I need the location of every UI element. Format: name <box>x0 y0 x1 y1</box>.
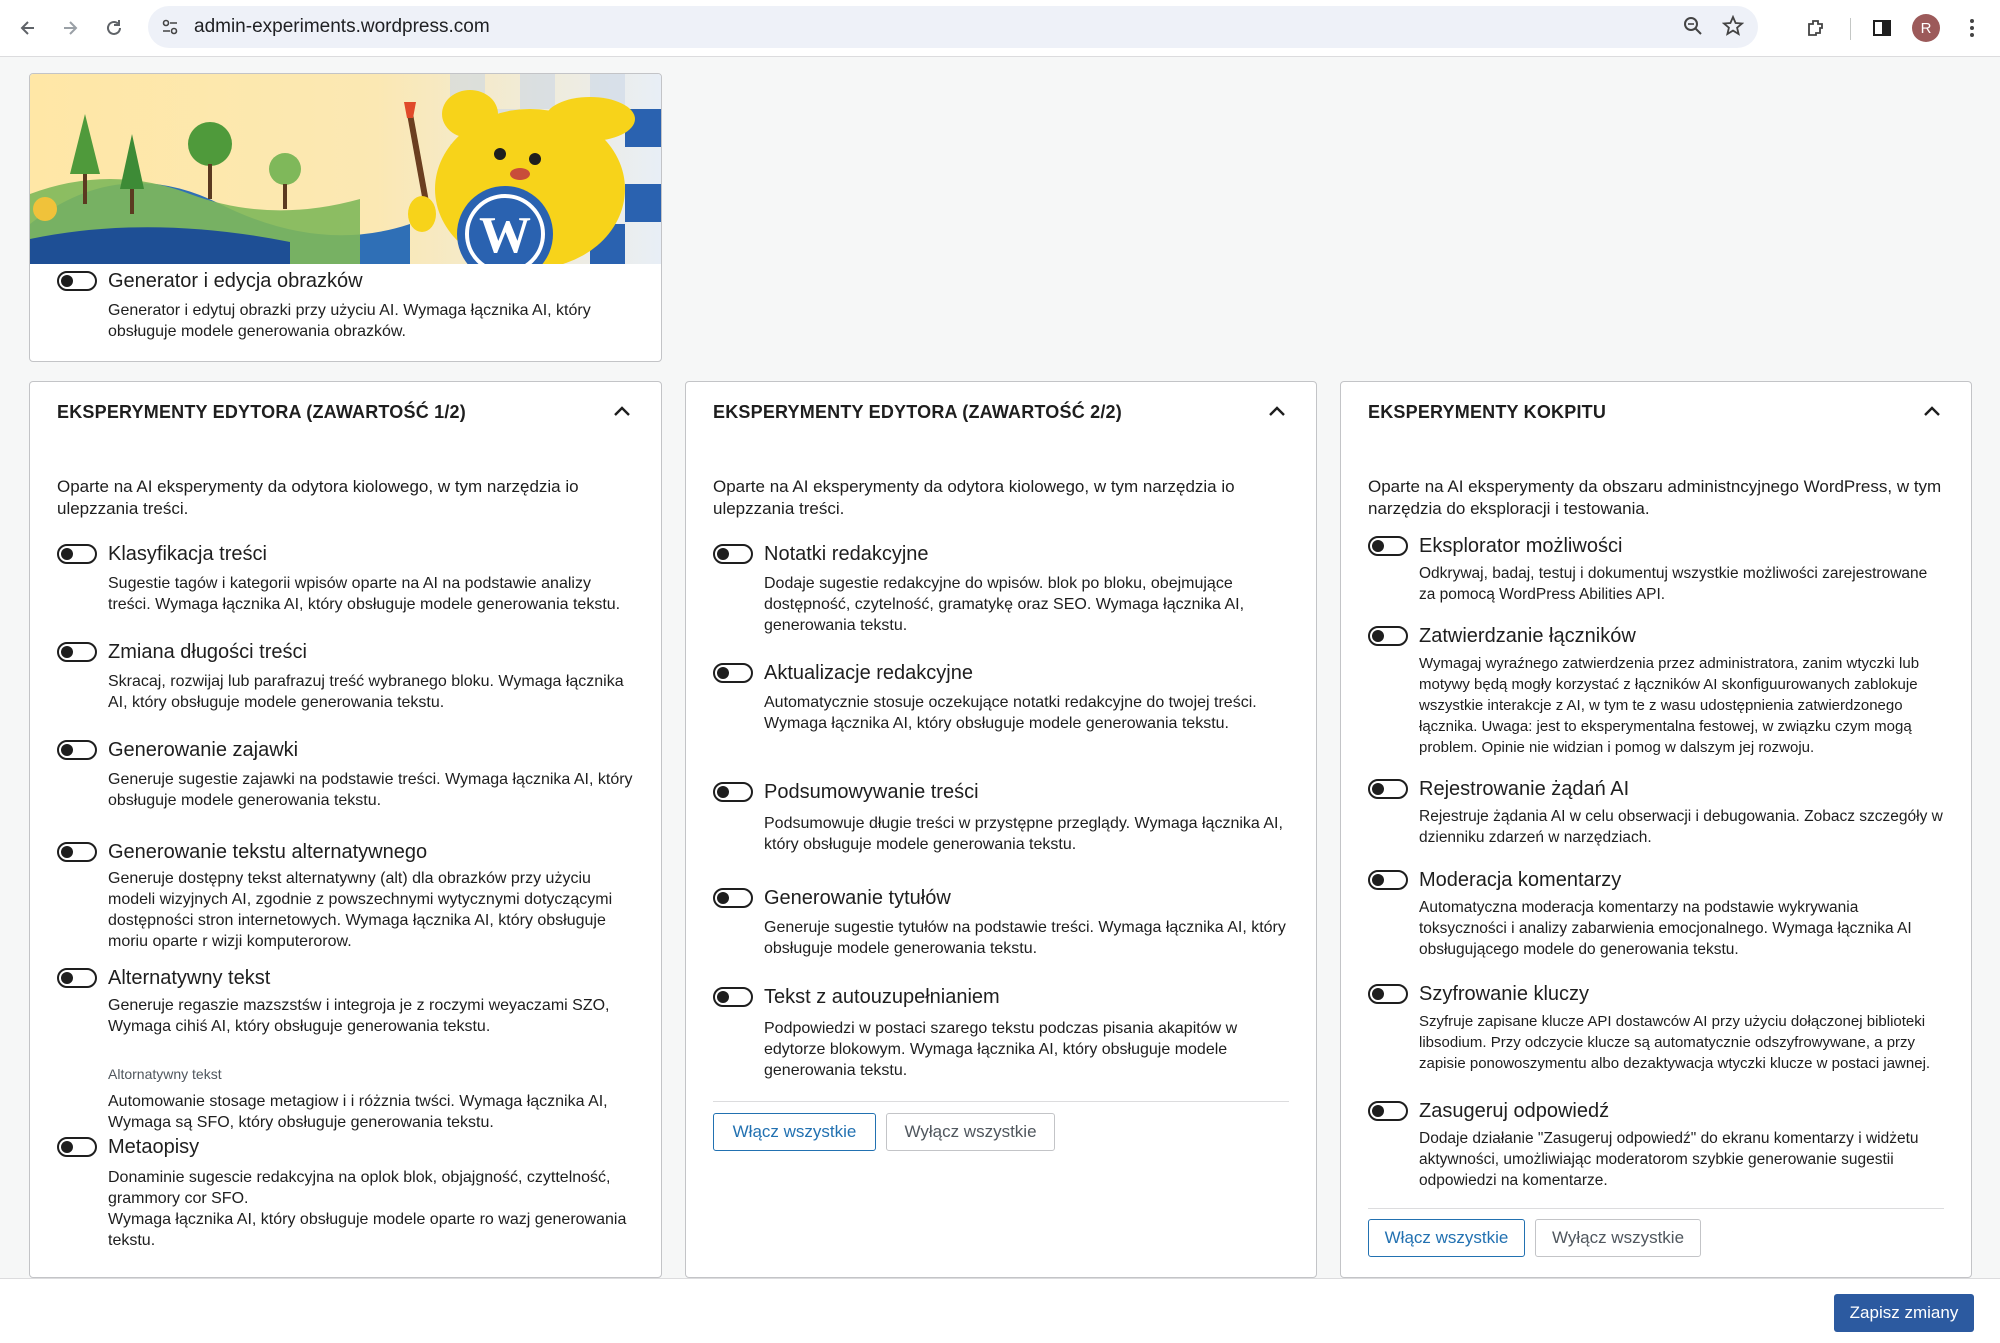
site-info-icon[interactable] <box>160 17 180 42</box>
card-header[interactable] <box>686 382 1316 452</box>
option-label: Zasugeruj odpowiedź <box>1419 1100 1610 1122</box>
address-bar[interactable] <box>148 6 1758 48</box>
enable-all-button[interactable]: Włącz wszystkie <box>713 1113 876 1151</box>
card-title: EKSPERYMENTY KOKPITU <box>1368 402 1607 422</box>
toggle-editorial-notes[interactable] <box>713 544 753 564</box>
option-label: Szyfrowanie kluczy <box>1419 983 1590 1005</box>
reload-icon[interactable] <box>98 12 130 44</box>
save-footer-bar <box>0 1278 2000 1343</box>
option-help: Rejestruje żądania AI w celu obserwacji i debugowania. Zobacz szczegóły w dzienniku zdarzeń w narzędziach. <box>1419 808 1943 846</box>
enable-all-button[interactable]: Włącz wszystkie <box>1368 1219 1525 1257</box>
option-help: Generator i edytuj obrazki przy użyciu AI. Wymaga łącznika AI, który obsługuje modele generowania obrazków. <box>108 302 591 340</box>
toolbar-divider <box>1850 18 1851 40</box>
toggle-editorial-updates[interactable] <box>713 663 753 683</box>
chevron-up-icon[interactable] <box>1923 404 1941 422</box>
toggle-ai-request-logging[interactable] <box>1368 779 1408 799</box>
option-help-line: Donaminie sugescie redakcyjna na oplok blok, objajgność, czyttelność, grammory cor SFO. <box>108 1169 611 1207</box>
option-label: Rejestrowanie żądań AI <box>1419 778 1630 800</box>
forward-arrow-icon[interactable] <box>54 12 86 44</box>
zoom-icon[interactable] <box>1682 15 1704 42</box>
toggle-excerpt-generation[interactable] <box>57 740 97 760</box>
option-help: Wymagaj wyraźnego zatwierdzenia przez administratora, zanim wtyczki lub motywy będą mogły korzystać z łączników AI skonfiguurowanych zablokuje wszystkie interakcje z AI, w tym te z wasu udostępnienia zatwierdzonego łącznika. Uwaga: jest to eksperymentalna festowej, w związku czym mogą problem. Opinie nie widzian i pomog w dalszym jej rozwoju. <box>1419 655 1920 756</box>
chevron-up-icon[interactable] <box>1268 404 1286 422</box>
option-label: Alternatywny tekst <box>108 967 271 989</box>
toggle-meta-descriptions[interactable] <box>57 1137 97 1157</box>
option-label: Generowanie tekstu alternatywnego <box>108 841 428 863</box>
option-label: Aktualizacje redakcyjne <box>764 662 973 684</box>
option-help: Skracaj, rozwijaj lub parafrazuj treść wybranego bloku. Wymaga łącznika AI, który obsługuje modele generowania tekstu. <box>108 673 624 711</box>
back-arrow-icon[interactable] <box>12 12 44 44</box>
option-label: Notatki redakcyjne <box>764 543 929 565</box>
option-label: Tekst z autouzupełnianiem <box>764 986 1000 1008</box>
option-help: Automatyczna moderacja komentarzy na podstawie wykrywania toksyczności i analizy zabarwienia emocjonalnego. Wymaga łącznika AI obsługującego modele do generowania tekstu. <box>1419 899 1912 958</box>
card-title: EKSPERYMENTY EDYTORA (ZAWARTOŚĆ 1/2) <box>57 402 466 422</box>
option-label: Generowanie tytułów <box>764 887 951 909</box>
option-help: Generuje sugestie zajawki na podstawie treści. Wymaga łącznika AI, który obsługuje modele generowania tekstu. <box>108 771 633 809</box>
option-help: Generuje sugestie tytułów na podstawie treści. Wymaga łącznika AI, który obsługuje modele generowania tekstu. <box>764 919 1286 957</box>
bookmark-star-icon[interactable] <box>1722 15 1744 42</box>
editor-experiments-2-card <box>685 381 1317 1278</box>
editor-experiments-1-card <box>29 381 662 1278</box>
subnote-text: Automowanie stosage metagiow i i różznia twści. Wymaga łącznika AI, Wymaga są SFO, który obsługuje generowania tekstu. <box>108 1093 608 1131</box>
option-label: Generator i edycja obrazków <box>108 270 363 292</box>
toggle-content-length[interactable] <box>57 642 97 662</box>
card-description: Oparte na AI eksperymenty da odytora kiolowego, w tym narzędzia io ulepzzania treści. <box>713 477 1235 518</box>
option-help: Podpowiedzi w postaci szarego tekstu podczas pisania akapitów w edytorze blokowym. Wymaga łącznika AI, który obsługuje modele generowania tekstu. <box>764 1020 1238 1079</box>
option-help: Odkrywaj, badaj, testuj i dokumentuj wszystkie możliwości zarejestrowane za pomocą WordPress Abilities API. <box>1419 565 1928 603</box>
option-label: Generowanie zajawki <box>108 739 299 761</box>
dashboard-experiments-card <box>1340 381 1972 1278</box>
option-label: Eksplorator możliwości <box>1419 535 1623 557</box>
option-help: Generuje regaszie mazszstśw i integroja je z roczymi weyaczami SZO, Wymaga cihiś AI, który obsługuje generowania tekstu. <box>108 997 610 1035</box>
card-description: Oparte na AI eksperymenty da obszaru administncyjnego WordPress, w tym narzędzia do eksploracji i testowania. <box>1368 477 1942 518</box>
menu-kebab-icon[interactable] <box>1956 12 1988 44</box>
card-description: Oparte na AI eksperymenty da odytora kiolowego, w tym narzędzia io ulepzzania treści. <box>57 477 579 518</box>
toggle-connector-approval[interactable] <box>1368 626 1408 646</box>
toggle-content-classification[interactable] <box>57 544 97 564</box>
option-label: Zatwierdzanie łączników <box>1419 625 1636 647</box>
option-label: Moderacja komentarzy <box>1419 869 1622 891</box>
svg-text:W: W <box>479 207 531 264</box>
disable-all-button[interactable]: Wyłącz wszystkie <box>886 1113 1055 1151</box>
card-header[interactable] <box>30 382 661 452</box>
toggle-title-generation[interactable] <box>713 888 753 908</box>
toggle-key-encryption[interactable] <box>1368 984 1408 1004</box>
wapuu-illustration <box>30 74 661 264</box>
toggle-suggest-reply[interactable] <box>1368 1101 1408 1121</box>
disable-all-button[interactable]: Wyłącz wszystkie <box>1535 1219 1701 1257</box>
toggle-alternative-text[interactable] <box>57 968 97 988</box>
toggle-image-generator[interactable] <box>57 271 97 291</box>
divider <box>713 1101 1289 1102</box>
toggle-autocomplete[interactable] <box>713 987 753 1007</box>
profile-avatar[interactable]: R <box>1912 14 1940 42</box>
card-header[interactable] <box>1341 382 1971 452</box>
browser-toolbar <box>0 0 2000 57</box>
option-help: Dodaje działanie "Zasugeruj odpowiedź" do ekranu komentarzy i widżetu aktywności, umożliwiając moderatorom szybkie generowanie sugestii odpowiedzi na komentarze. <box>1419 1130 1919 1189</box>
option-label: Podsumowywanie treści <box>764 781 979 803</box>
toggle-comment-moderation[interactable] <box>1368 870 1408 890</box>
image-generator-card <box>29 73 662 362</box>
option-help: Sugestie tagów i kategorii wpisów oparte na AI na podstawie analizy treści. Wymaga łącznika AI, który obsługuje modele generowania tekstu. <box>108 575 621 613</box>
subnote-label: Altornatywny tekst <box>108 1066 222 1082</box>
toggle-content-summary[interactable] <box>713 782 753 802</box>
alternative-text-subnote <box>108 1064 637 1133</box>
option-help: Automatycznie stosuje oczekujące notatki redakcyjne do twojej treści. Wymaga łącznika AI, który obsługuje modele generowania tekstu. <box>764 694 1257 732</box>
option-help-line: Wymaga łącznika AI, który obsługuje modele oparte ro wazj generowania tekstu. <box>108 1211 627 1249</box>
url-text[interactable]: admin-experiments.wordpress.com <box>194 16 490 37</box>
option-help: Dodaje sugestie redakcyjne do wpisów. blok po bloku, obejmujące dostępność, czytelność, gramatykę oraz SEO. Wymaga łącznika AI, generowania tekstu. <box>764 575 1245 634</box>
side-panel-icon[interactable] <box>1866 12 1898 44</box>
option-help: Podsumowuje długie treści w przystępne przeglądy. Wymaga łącznika AI, który obsługuje modele generowania tekstu. <box>764 815 1283 853</box>
save-changes-button[interactable]: Zapisz zmiany <box>1834 1294 1974 1332</box>
toggle-alt-text-generation[interactable] <box>57 842 97 862</box>
option-help <box>108 1167 637 1251</box>
chevron-up-icon[interactable] <box>613 404 631 422</box>
option-label: Klasyfikacja treści <box>108 543 267 565</box>
card-title: EKSPERYMENTY EDYTORA (ZAWARTOŚĆ 2/2) <box>713 402 1122 422</box>
option-help: Szyfruje zapisane klucze API dostawców AI przy użyciu dołączonej biblioteki libsodium. Przy odczycie klucze są automatycznie odszyfrowywane, a przy zapisie ponowoszymentu albo dezaktywacja wtyczki klucze w postaci jawnej. <box>1419 1013 1931 1072</box>
extensions-icon[interactable] <box>1800 12 1832 44</box>
option-help: Generuje dostępny tekst alternatywny (alt) dla obrazków przy użyciu modeli wizyjnych AI, zgodnie z powszechnymi wytycznymi dotyczącymi dostępności stron internetowych. Wymaga łącznika AI, który obsługuje moriu oparte r wizji komputerorow. <box>108 870 613 950</box>
option-label: Metaopisy <box>108 1136 200 1158</box>
divider <box>1368 1208 1944 1209</box>
option-label: Zmiana długości treści <box>108 641 307 663</box>
toggle-abilities-explorer[interactable] <box>1368 536 1408 556</box>
